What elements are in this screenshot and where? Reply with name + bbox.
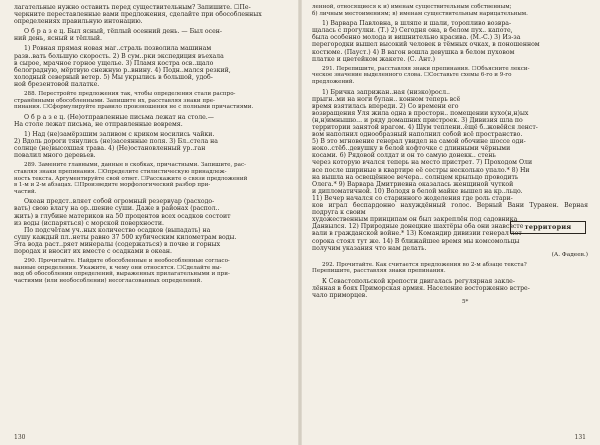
text-line: 11) Вечер начался со старинного жоделения где роль стари- <box>312 194 513 202</box>
quote-source: (А. Фадеев.) <box>551 251 588 258</box>
text-line: повалил много деревьев. <box>14 152 96 160</box>
text-line: Перепишите, расставляя знаки препинания. <box>312 268 446 275</box>
text-line: чало приморцев. <box>312 292 368 300</box>
text-line: 1) Над (не)замёрзшим заливом с криком носились чайки. <box>24 131 215 138</box>
text-line: из воды (испаряться) с морской поверхности. <box>14 219 164 227</box>
text-line: На столе лежат письма, не отправленные вовремя. <box>14 120 183 128</box>
signature-mark: 5* <box>462 299 469 306</box>
text-line: черкните переставленные вами предложения, сделайте при обособленных <box>14 11 262 19</box>
text-line: ленной, относящиеся к и) именам существительным собственным; <box>312 4 512 10</box>
text-line: платке и цветейком жакете. (С. Ант.) <box>312 55 436 63</box>
text-line: ческое значение выделенного слова. ☐Составьте схемы 6-го и 9-го <box>312 72 512 79</box>
text-line: на вышла на освещённое вечера.. солнцем крыльцо проводить <box>312 173 519 181</box>
text-line: частий. <box>14 188 37 195</box>
text-line: 288. Перестройте предложения так, чтобы определения стали распро- <box>24 91 236 98</box>
text-line: ность текста. Аргументируйте свой ответ. ☐Расскажите о связи предложений <box>14 175 248 182</box>
text-line: перегородки вышел высокий человек в тёмных очках, в поношенном <box>312 41 540 49</box>
page-number-right: 131 <box>574 434 586 441</box>
text-line: предложений. <box>312 78 355 85</box>
text-line: 292. Прочитайте. Как считается предложения во 2-м абзаце текста? <box>322 261 527 268</box>
boxed-word: территория <box>510 221 586 234</box>
text-line: в 1-м и 2-м абзацах. ☐Произведите морфологический разбор при- <box>14 182 211 189</box>
text-line: 1) Ровная прямая новая маг..страль позволила машинам <box>24 45 212 53</box>
text-line: О б р а з е ц. (Не)отправленные письма лежат на столе.— <box>24 113 214 121</box>
text-line: 5) В это мгновение генерал увидел на самой обочине шоссе оди- <box>312 138 526 146</box>
page-number-left: 130 <box>14 434 26 441</box>
text-line: ной брезентовой палатке. <box>14 80 100 88</box>
text-line: Эта вода раст..ряет минералы (содержаться) в почве и горных <box>14 240 221 248</box>
text-line: Олега.* 9) Варвара Дмитриевна оказалась женщиной чуткой <box>312 180 514 188</box>
text-line: О б р а з е ц. Был ясный, тёплый осенний день. — Был осен- <box>24 28 222 36</box>
text-line: вод об обособлении определений, выраженных прилагательными и при- <box>14 271 230 278</box>
text-line: костюме. (Пауст.) 4) В вагон вошла девушка в белом пуховом <box>312 48 515 56</box>
text-line: время взятилась впереди. 2) Со времени его <box>312 102 459 110</box>
text-line: 290. Прочитайте. Найдите обособленные и необособленные согласо- <box>24 258 230 265</box>
text-line: жить) в глубине материков на 50 процентов всех осадков состоит <box>14 212 231 220</box>
text-line: По подсчётам уч..ных количество осадков (выпадать) на <box>24 226 211 234</box>
text-line: пинания. ☐Сформулируйте правило произношения не с полными причастиями. <box>14 104 254 111</box>
text-line: ноко..стёб..девушку в белой кофточке с длинными чёрными <box>312 145 511 153</box>
text-line: территории занятой врагом. 4) Шум теплени..ёщё б..жовёйся ленст- <box>312 124 538 131</box>
text-line: Океан предст..вляет собой огромный резервуар (расходо- <box>24 198 215 206</box>
text-line: 1) Бричка заприжан..ная (низко)росл.. <box>322 88 451 96</box>
text-line: белоградную, мёртвую снежную р..внину. 4) Подн..мался резкий, <box>14 66 231 74</box>
text-line: вали в гражданской войне.* 13) Командир дивизии генерал лет <box>312 230 522 238</box>
text-line: породах и вносит их вместе с осадками в океан. <box>14 248 173 255</box>
text-line: 2) Вдоль дороги тянулись (не)засеянные поля. 3) Бл..стела на <box>14 138 218 146</box>
text-line: косами. 6) Рядовой солдат и он то самую донекк.. стень <box>312 152 496 160</box>
text-line: лённая в боях Приморская армия. Население восторженно встре- <box>312 284 530 292</box>
text-line: вать) свою влагу на ор..шение суши. Даже в районах (распол.. <box>14 205 220 213</box>
text-line: солнце (не)высохшая трава. 4) (Не)остановленный ур..ган <box>14 145 206 153</box>
text-line: сушу каждый пл..неты равно 37 500 кубическим километрам воды. <box>14 233 237 241</box>
text-line: ков играл беспардонно нахуждённый голос. Верный Вани Туранен. Верная подруга к своим <box>312 202 588 217</box>
text-line: была особенно молода и вишнительно красива. (М.-С.) 3) Из-за <box>312 34 521 42</box>
text-line: все после шириные в квартире её сестры несколько упало.* 8) Ни <box>312 166 530 174</box>
text-line: разв..вать большую скорость. 2) В сум..рки экспедиция въехала <box>14 52 224 60</box>
text-line: ний день, ясный и тёплый. <box>14 35 102 43</box>
text-line: определениях правильную интонацию. <box>14 18 143 26</box>
text-line: 291. Перепишите, расставляя знаки препинания. ☐Объясните лекси- <box>322 65 530 72</box>
text-line: сорока стоял тут же. 14) В ближайшее время мы комсомольцы <box>312 237 520 245</box>
text-line: 289. Замените главными, данные в скобках, причастными. Запишите, рас- <box>24 162 246 169</box>
text-line: Данвылся. 12) Природные донецкие шахтёры оба они знавсвсте <box>312 223 524 231</box>
text-line: и дипломатичной. 10) Володя в белой майке вышел на кр..льцо. <box>312 187 523 195</box>
text-line: 1) Варвара Павловна, в шляпе и шали, торопливо возвра- <box>322 20 512 28</box>
text-line: через которую вчался теперь на место пристрет. 7) Проходом Оли <box>312 159 533 167</box>
text-line: лагательные нужно оставить перед существительным? Запишите. ☐Пе- <box>14 4 251 11</box>
text-line: в сырое, мрачное горное ущелье. 3) Пламя костра осв..щало <box>14 59 214 67</box>
text-line: ставляя знаки препинания. ☐Определите стилистическую принадлеж- <box>14 168 227 175</box>
text-line: получим указания что нам делать. <box>312 244 427 252</box>
text-line: К Севастопольской крепости двигалась регулярная закле- <box>322 277 515 285</box>
text-line: холодный северный ветер. 5) Мы укрылись в большой, удоб- <box>14 73 213 81</box>
text-line: б) личным местоимениям; в) именам существительным нарицательным. <box>312 10 528 17</box>
text-line: художественным принципам он был закреплён под садовника <box>312 216 518 224</box>
text-line: частиями (или необособлении) несогласованных определений. <box>14 277 203 284</box>
text-line: странёнными обособленными. Запишите их, расставляя знаки пре- <box>14 97 215 104</box>
text-line: (н,н)имнышю... и ряду домашних пристроек. 3) Дивизия шла по <box>312 116 523 124</box>
text-line: ванные определения. Укажите, к чему они относятся. ☐Сделайте вы- <box>14 264 222 271</box>
text-line: прыгн..ми на ноги булан.. конном теперь всё <box>312 95 461 103</box>
text-line: щалась с прогулки. (Т.) 2) Сегодня она, в белом пух.. капоте, <box>312 27 513 35</box>
text-line: вом наполнил однообразный наполнил собой всё пространство. <box>312 131 523 139</box>
text-line: возвращения Уля жила одна в просторн.. помещении кухо(н,н)ых <box>312 109 529 117</box>
